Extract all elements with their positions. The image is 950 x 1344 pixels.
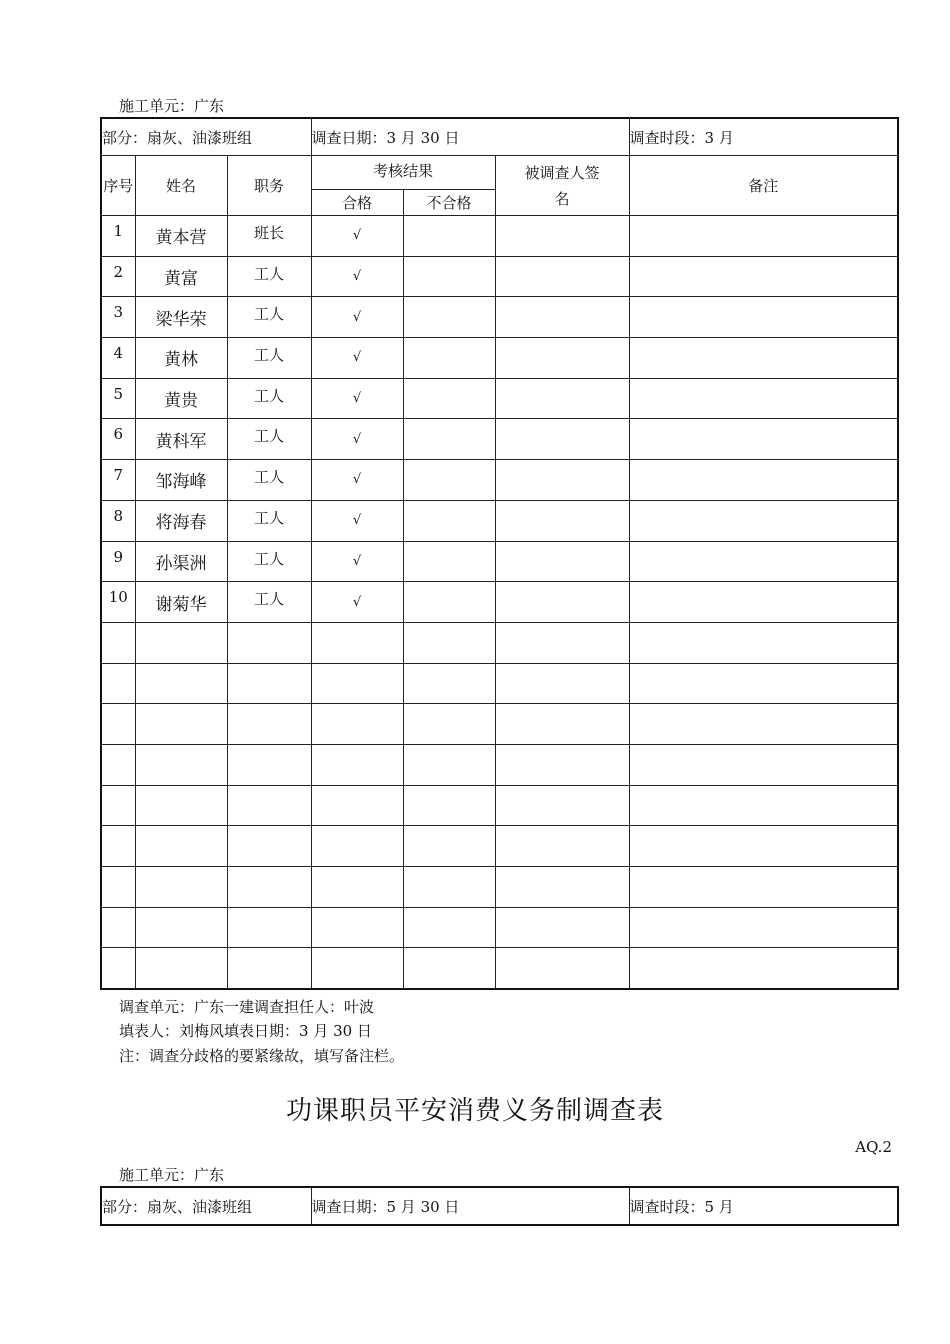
row-fail <box>403 948 495 989</box>
row-seq <box>101 622 135 663</box>
table-row <box>101 216 898 257</box>
row-pass: √ <box>311 378 403 419</box>
row-fail <box>403 460 495 501</box>
row-name <box>135 826 227 867</box>
table-row <box>101 378 898 419</box>
row-name: 邹海峰 <box>135 460 227 501</box>
row-remark <box>629 867 898 908</box>
row-signature <box>495 785 629 826</box>
row-remark <box>629 785 898 826</box>
row-seq: 2 <box>101 256 135 297</box>
row-position <box>227 826 311 867</box>
row-signature <box>495 460 629 501</box>
row-position: 工人 <box>227 541 311 582</box>
row-fail <box>403 541 495 582</box>
row-pass <box>311 704 403 745</box>
row-remark <box>629 948 898 989</box>
row-seq <box>101 704 135 745</box>
period-cell: 调查时段：3 月 <box>629 118 898 156</box>
row-signature <box>495 338 629 379</box>
row-fail <box>403 785 495 826</box>
row-remark <box>629 216 898 257</box>
table-row <box>101 663 898 704</box>
row-fail <box>403 744 495 785</box>
row-pass: √ <box>311 541 403 582</box>
table-row <box>101 948 898 989</box>
table-row <box>101 297 898 338</box>
table-row <box>101 704 898 745</box>
table-body <box>101 216 898 989</box>
row-position <box>227 663 311 704</box>
row-signature <box>495 622 629 663</box>
row-name <box>135 663 227 704</box>
header-result: 考核结果 <box>311 156 495 190</box>
row-position: 工人 <box>227 460 311 501</box>
row-name: 梁华荣 <box>135 297 227 338</box>
row-remark <box>629 297 898 338</box>
header-position: 职务 <box>227 156 311 216</box>
row-name: 谢菊华 <box>135 582 227 623</box>
row-remark <box>629 419 898 460</box>
row-name <box>135 907 227 948</box>
row-fail <box>403 297 495 338</box>
row-seq: 9 <box>101 541 135 582</box>
row-position: 工人 <box>227 297 311 338</box>
dept-cell-2: 部分：扇灰、油漆班组 <box>101 1187 311 1225</box>
row-signature <box>495 948 629 989</box>
row-position <box>227 622 311 663</box>
row-signature <box>495 378 629 419</box>
form-code: AQ.2 <box>855 1138 892 1156</box>
row-pass: √ <box>311 582 403 623</box>
survey-table <box>100 117 899 990</box>
row-seq <box>101 663 135 704</box>
row-seq: 7 <box>101 460 135 501</box>
row-remark <box>629 907 898 948</box>
row-position <box>227 867 311 908</box>
row-seq: 10 <box>101 582 135 623</box>
row-position <box>227 744 311 785</box>
row-fail <box>403 867 495 908</box>
row-fail <box>403 419 495 460</box>
row-seq: 8 <box>101 500 135 541</box>
row-pass <box>311 663 403 704</box>
row-position <box>227 948 311 989</box>
table-row <box>101 500 898 541</box>
row-position <box>227 785 311 826</box>
footer-line-1: 调查单元：广东一建调查担任人：叶波 <box>119 998 375 1016</box>
row-name <box>135 948 227 989</box>
row-pass: √ <box>311 256 403 297</box>
row-signature <box>495 500 629 541</box>
row-pass: √ <box>311 500 403 541</box>
table-row <box>101 460 898 501</box>
row-pass: √ <box>311 216 403 257</box>
table-row <box>101 338 898 379</box>
row-seq <box>101 744 135 785</box>
row-remark <box>629 338 898 379</box>
row-position: 工人 <box>227 419 311 460</box>
row-seq <box>101 785 135 826</box>
row-remark <box>629 744 898 785</box>
row-position: 工人 <box>227 338 311 379</box>
row-remark <box>629 622 898 663</box>
row-fail <box>403 338 495 379</box>
row-signature <box>495 297 629 338</box>
row-remark <box>629 663 898 704</box>
row-name: 黄林 <box>135 338 227 379</box>
row-pass <box>311 744 403 785</box>
row-fail <box>403 622 495 663</box>
row-signature <box>495 663 629 704</box>
table-header-info <box>101 118 898 156</box>
row-remark <box>629 826 898 867</box>
row-seq <box>101 948 135 989</box>
row-remark <box>629 378 898 419</box>
table-row <box>101 419 898 460</box>
table-row <box>101 582 898 623</box>
row-pass <box>311 948 403 989</box>
row-pass <box>311 826 403 867</box>
row-signature <box>495 704 629 745</box>
footer-note: 注：调查分歧格的要紧缘故，填写备注栏。 <box>119 1047 405 1065</box>
form-title: 功课职员平安消费义务制调查表 <box>285 1096 664 1126</box>
row-signature <box>495 541 629 582</box>
row-signature <box>495 867 629 908</box>
row-signature <box>495 582 629 623</box>
dept-cell: 部分：扇灰、油漆班组 <box>101 118 311 156</box>
row-signature <box>495 256 629 297</box>
row-name: 黄富 <box>135 256 227 297</box>
row-fail <box>403 663 495 704</box>
row-pass <box>311 907 403 948</box>
row-pass <box>311 867 403 908</box>
row-signature <box>495 826 629 867</box>
row-pass <box>311 785 403 826</box>
unit-line: 施工单元：广东 <box>119 97 225 115</box>
header-name: 姓名 <box>135 156 227 216</box>
row-fail <box>403 216 495 257</box>
table-row <box>101 785 898 826</box>
row-position: 工人 <box>227 256 311 297</box>
row-seq <box>101 907 135 948</box>
row-signature <box>495 419 629 460</box>
header-fail: 不合格 <box>403 190 495 216</box>
table-row <box>101 541 898 582</box>
row-fail <box>403 582 495 623</box>
table-row <box>101 907 898 948</box>
row-signature <box>495 744 629 785</box>
header-seq: 序号 <box>101 156 135 216</box>
row-remark <box>629 704 898 745</box>
row-seq: 6 <box>101 419 135 460</box>
table-row <box>101 622 898 663</box>
row-seq <box>101 826 135 867</box>
row-seq: 1 <box>101 216 135 257</box>
row-signature <box>495 216 629 257</box>
table-row <box>101 256 898 297</box>
row-name: 孙渠洲 <box>135 541 227 582</box>
row-pass: √ <box>311 419 403 460</box>
row-name: 黄本营 <box>135 216 227 257</box>
date-cell: 调查日期：3 月 30 日 <box>311 118 629 156</box>
row-name <box>135 744 227 785</box>
row-fail <box>403 500 495 541</box>
header-remark: 备注 <box>629 156 898 216</box>
row-position <box>227 907 311 948</box>
table-row <box>101 867 898 908</box>
row-pass: √ <box>311 460 403 501</box>
row-name <box>135 867 227 908</box>
row-fail <box>403 826 495 867</box>
table-row <box>101 826 898 867</box>
row-remark <box>629 256 898 297</box>
row-name: 将海春 <box>135 500 227 541</box>
row-name: 黄科军 <box>135 419 227 460</box>
row-position: 工人 <box>227 378 311 419</box>
row-seq <box>101 867 135 908</box>
row-name: 黄贵 <box>135 378 227 419</box>
row-fail <box>403 378 495 419</box>
row-remark <box>629 460 898 501</box>
row-remark <box>629 500 898 541</box>
row-fail <box>403 256 495 297</box>
row-position <box>227 704 311 745</box>
row-seq: 3 <box>101 297 135 338</box>
period-cell-2: 调查时段：5 月 <box>629 1187 898 1225</box>
row-fail <box>403 704 495 745</box>
table-header-info-2 <box>101 1187 898 1225</box>
row-fail <box>403 907 495 948</box>
row-position: 班长 <box>227 216 311 257</box>
row-signature <box>495 907 629 948</box>
date-cell-2: 调查日期：5 月 30 日 <box>311 1187 629 1225</box>
row-remark <box>629 541 898 582</box>
table-row <box>101 744 898 785</box>
row-name <box>135 704 227 745</box>
row-name <box>135 785 227 826</box>
row-pass: √ <box>311 297 403 338</box>
row-remark <box>629 582 898 623</box>
unit-line-2: 施工单元：广东 <box>119 1166 225 1184</box>
row-pass <box>311 622 403 663</box>
row-name <box>135 622 227 663</box>
row-position: 工人 <box>227 582 311 623</box>
row-pass: √ <box>311 338 403 379</box>
row-seq: 4 <box>101 338 135 379</box>
survey-table-2 <box>100 1186 899 1226</box>
footer-line-2: 填表人：刘梅风填表日期：3 月 30 日 <box>119 1022 372 1040</box>
row-seq: 5 <box>101 378 135 419</box>
header-signature: 被调查人签名 <box>495 156 629 216</box>
row-position: 工人 <box>227 500 311 541</box>
header-pass: 合格 <box>311 190 403 216</box>
